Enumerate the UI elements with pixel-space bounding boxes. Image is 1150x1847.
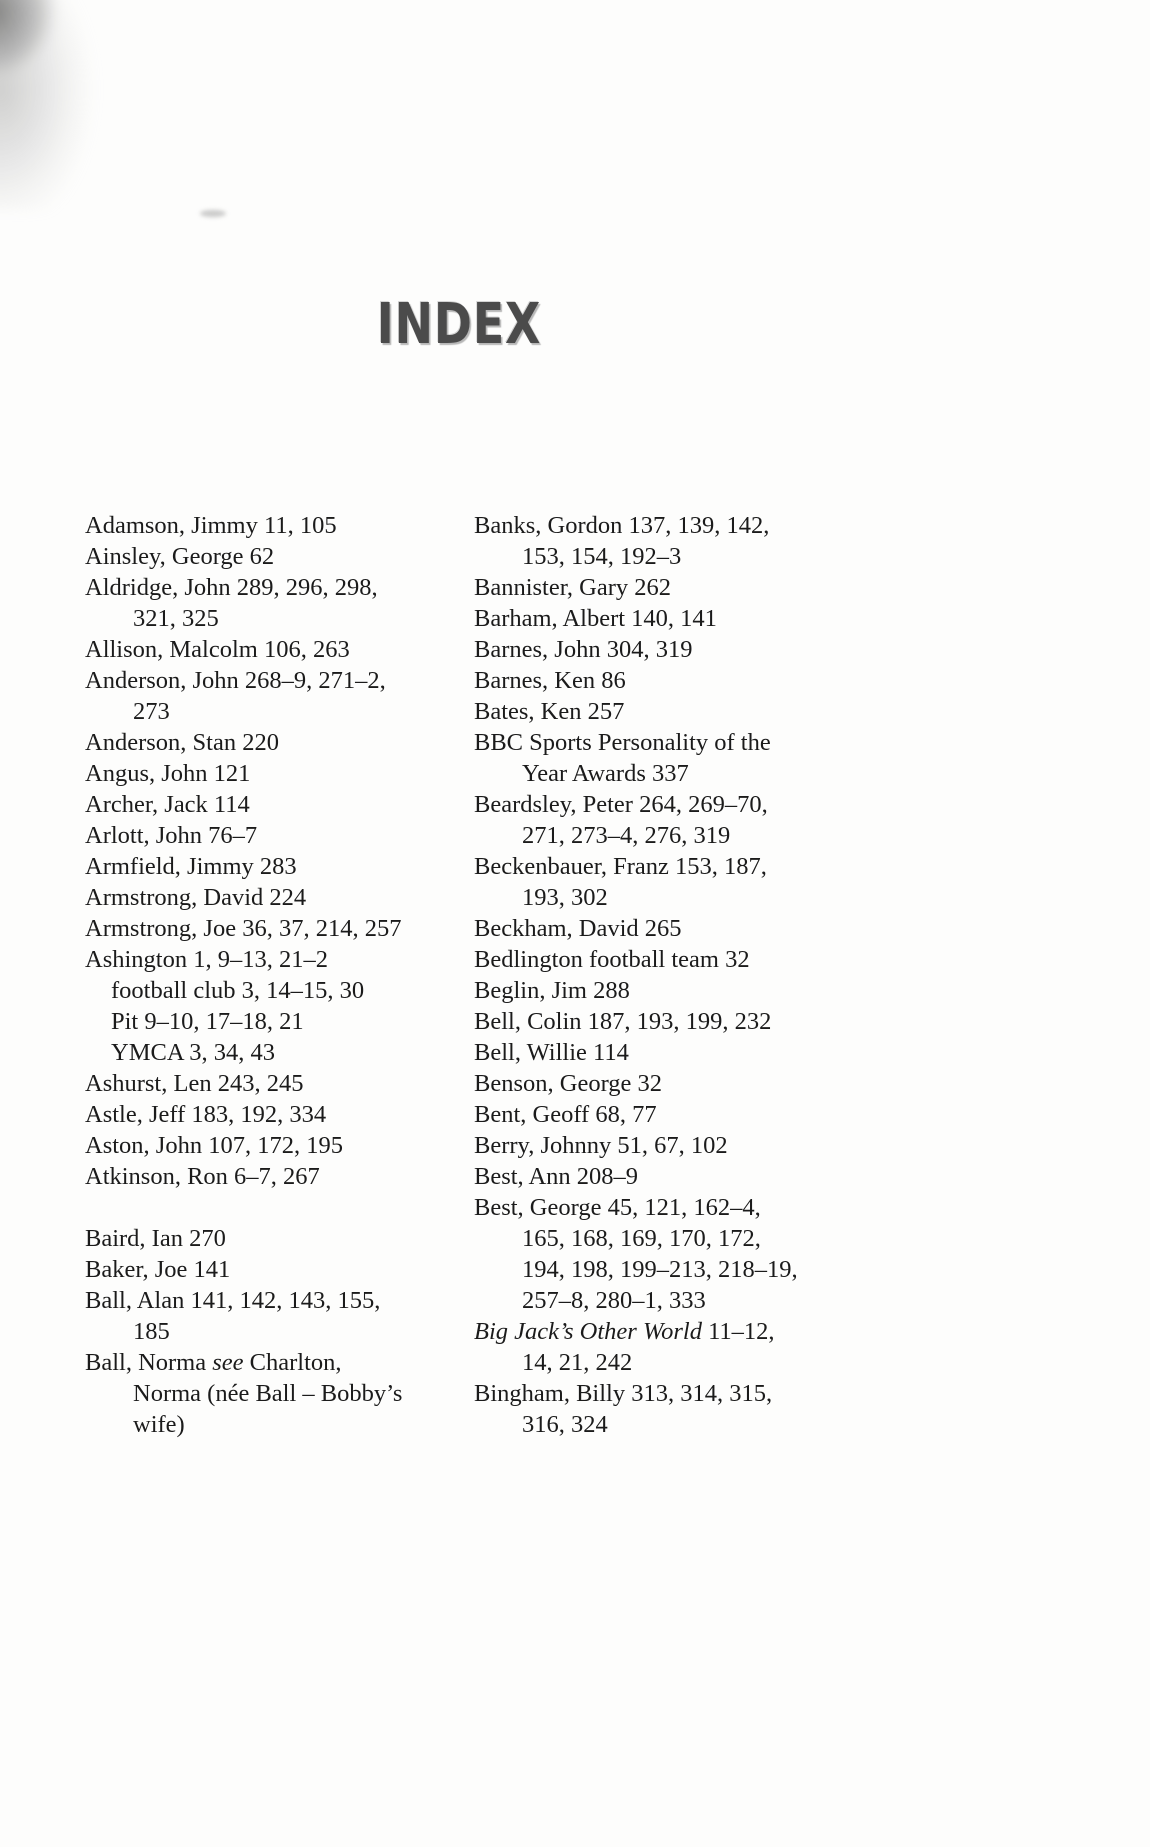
index-entry-line xyxy=(85,789,465,820)
index-entry-text: 165, 168, 169, 170, 172, xyxy=(522,1225,761,1252)
index-entry-line xyxy=(85,1409,465,1440)
index-entry-line xyxy=(85,603,465,634)
index-entry-text: Astle, Jeff 183, 192, 334 xyxy=(85,1101,327,1128)
index-entry-line xyxy=(474,1068,934,1099)
index-entry-text: Bannister, Gary 262 xyxy=(474,574,672,601)
index-entry-text: Baird, Ian 270 xyxy=(85,1225,226,1252)
index-entry-text: Barnes, John 304, 319 xyxy=(474,636,693,663)
index-entry-line xyxy=(474,882,934,913)
index-entry-line xyxy=(85,1223,465,1254)
index-entry-text: Banks, Gordon 137, 139, 142, xyxy=(474,512,770,539)
index-entry-text: Ashington 1, 9–13, 21–2 xyxy=(85,946,328,973)
index-entry-line xyxy=(85,851,465,882)
index-entry-text: Ashurst, Len 243, 245 xyxy=(85,1070,304,1097)
index-entry-line xyxy=(474,758,934,789)
index-entry-text: Bedlington football team 32 xyxy=(474,946,750,973)
index-entry-line xyxy=(85,1037,465,1068)
index-entry-text: Beckenbauer, Franz 153, 187, xyxy=(474,853,767,880)
index-entry-line xyxy=(474,1006,934,1037)
index-entry-line xyxy=(474,851,934,882)
index-entry-text: Ball, Alan 141, 142, 143, 155, xyxy=(85,1287,381,1314)
index-entry-text: Aston, John 107, 172, 195 xyxy=(85,1132,343,1159)
index-entry-text: Allison, Malcolm 106, 263 xyxy=(85,636,350,663)
index-entry-line xyxy=(474,1285,934,1316)
index-entry-line xyxy=(474,1316,934,1347)
index-entry-text: Arlott, John 76–7 xyxy=(85,822,258,849)
index-entry-text: 185 xyxy=(133,1318,170,1345)
index-entry-line xyxy=(474,603,934,634)
index-entry-line xyxy=(85,665,465,696)
index-entry-line xyxy=(474,1161,934,1192)
index-entry-line xyxy=(474,913,934,944)
index-entry-line xyxy=(474,1099,934,1130)
index-entry-line xyxy=(474,1378,934,1409)
scan-smudge-corner xyxy=(0,0,130,210)
index-entry-line xyxy=(474,820,934,851)
index-entry-text: Anderson, John 268–9, 271–2, xyxy=(85,667,386,694)
index-column-left xyxy=(85,510,465,1440)
index-entry-text: Armfield, Jimmy 283 xyxy=(85,853,297,880)
index-entry-line xyxy=(85,820,465,851)
index-entry-italic-text: Big Jack’s Other World xyxy=(474,1318,702,1345)
index-entry-text: Anderson, Stan 220 xyxy=(85,729,279,756)
index-entry-text: Angus, John 121 xyxy=(85,760,251,787)
index-entry-line xyxy=(474,1347,934,1378)
index-entry-line xyxy=(85,1316,465,1347)
index-entry-line xyxy=(85,727,465,758)
index-entry-text: Best, Ann 208–9 xyxy=(474,1163,639,1190)
index-entry-line xyxy=(85,913,465,944)
index-entry-text: Armstrong, Joe 36, 37, 214, 257 xyxy=(85,915,402,942)
index-entry-text: Atkinson, Ron 6–7, 267 xyxy=(85,1163,320,1190)
index-entry-line xyxy=(85,758,465,789)
index-entry-text: Beglin, Jim 288 xyxy=(474,977,630,1004)
index-entry-text: 257–8, 280–1, 333 xyxy=(522,1287,706,1314)
index-entry-text: 321, 325 xyxy=(133,605,219,632)
index-entry-line xyxy=(85,975,465,1006)
index-entry-text: Bingham, Billy 313, 314, 315, xyxy=(474,1380,773,1407)
index-entry-text: Year Awards 337 xyxy=(522,760,689,787)
index-entry-line xyxy=(474,975,934,1006)
index-entry-line xyxy=(474,634,934,665)
index-entry-line xyxy=(474,1223,934,1254)
index-entry-line xyxy=(85,696,465,727)
index-entry-text: 271, 273–4, 276, 319 xyxy=(522,822,731,849)
index-entry-text: Baker, Joe 141 xyxy=(85,1256,231,1283)
index-entry-text: Barham, Albert 140, 141 xyxy=(474,605,717,632)
index-entry-text: Bell, Willie 114 xyxy=(474,1039,629,1066)
index-entry-text: Armstrong, David 224 xyxy=(85,884,307,911)
index-entry-line xyxy=(85,1161,465,1192)
index-entry-line xyxy=(474,510,934,541)
section-gap xyxy=(85,1192,465,1223)
index-entry-line xyxy=(474,789,934,820)
index-entry-line xyxy=(85,1378,465,1409)
index-entry-text: 153, 154, 192–3 xyxy=(522,543,682,570)
page-title: INDEX xyxy=(376,292,542,357)
index-entry-line xyxy=(85,1006,465,1037)
index-entry-text: Archer, Jack 114 xyxy=(85,791,250,818)
index-entry-line xyxy=(474,665,934,696)
index-entry-line xyxy=(85,1254,465,1285)
index-entry-text: Best, George 45, 121, 162–4, xyxy=(474,1194,761,1221)
index-entry-line xyxy=(85,510,465,541)
index-entry-text: Benson, George 32 xyxy=(474,1070,663,1097)
index-entry-line xyxy=(85,944,465,975)
index-entry-text: 194, 198, 199–213, 218–19, xyxy=(522,1256,798,1283)
index-entry-line xyxy=(474,944,934,975)
index-entry-line xyxy=(85,634,465,665)
index-entry-text: wife) xyxy=(133,1411,185,1438)
index-entry-text: football club 3, 14–15, 30 xyxy=(111,977,365,1004)
index-entry-line xyxy=(85,1130,465,1161)
index-entry-text: 14, 21, 242 xyxy=(522,1349,633,1376)
index-entry-line xyxy=(474,1130,934,1161)
index-entry-line xyxy=(474,541,934,572)
index-entry-text: Ainsley, George 62 xyxy=(85,543,275,570)
index-entry-text: Bates, Ken 257 xyxy=(474,698,625,725)
index-entry-text: Pit 9–10, 17–18, 21 xyxy=(111,1008,304,1035)
index-entry-line xyxy=(85,1347,465,1378)
index-entry-line xyxy=(474,572,934,603)
index-column-right xyxy=(474,510,934,1440)
index-entry-line xyxy=(474,1254,934,1285)
index-entry-line xyxy=(85,1068,465,1099)
index-entry-line xyxy=(85,1099,465,1130)
index-entry-text: Norma (née Ball – Bobby’s xyxy=(133,1380,403,1407)
index-entry-text: Barnes, Ken 86 xyxy=(474,667,626,694)
index-entry-line xyxy=(474,696,934,727)
index-entry-line xyxy=(474,1409,934,1440)
index-entry-line xyxy=(85,882,465,913)
index-entry-line xyxy=(85,541,465,572)
index-entry-text: Beckham, David 265 xyxy=(474,915,682,942)
index-entry-text: 193, 302 xyxy=(522,884,608,911)
index-entry-text: Berry, Johnny 51, 67, 102 xyxy=(474,1132,728,1159)
index-entry-line xyxy=(474,727,934,758)
index-entry-text: 316, 324 xyxy=(522,1411,608,1438)
index-entry-text: BBC Sports Personality of the xyxy=(474,729,771,756)
index-entry-text: Adamson, Jimmy 11, 105 xyxy=(85,512,337,539)
index-entry-italic-text: see xyxy=(212,1349,244,1376)
index-entry-text: 273 xyxy=(133,698,170,725)
index-entry-text: Ball, Norma xyxy=(85,1349,213,1376)
index-entry-line xyxy=(474,1192,934,1223)
index-entry-line xyxy=(85,572,465,603)
scan-smudge-mark xyxy=(200,210,226,217)
index-entry-text: Charlton, xyxy=(243,1349,342,1376)
index-entry-text: 11–12, xyxy=(701,1318,775,1345)
index-entry-text: Beardsley, Peter 264, 269–70, xyxy=(474,791,768,818)
index-entry-line xyxy=(85,1285,465,1316)
index-entry-text: Bell, Colin 187, 193, 199, 232 xyxy=(474,1008,772,1035)
index-entry-text: YMCA 3, 34, 43 xyxy=(111,1039,276,1066)
index-entry-text: Bent, Geoff 68, 77 xyxy=(474,1101,657,1128)
index-entry-line xyxy=(474,1037,934,1068)
index-entry-text: Aldridge, John 289, 296, 298, xyxy=(85,574,378,601)
